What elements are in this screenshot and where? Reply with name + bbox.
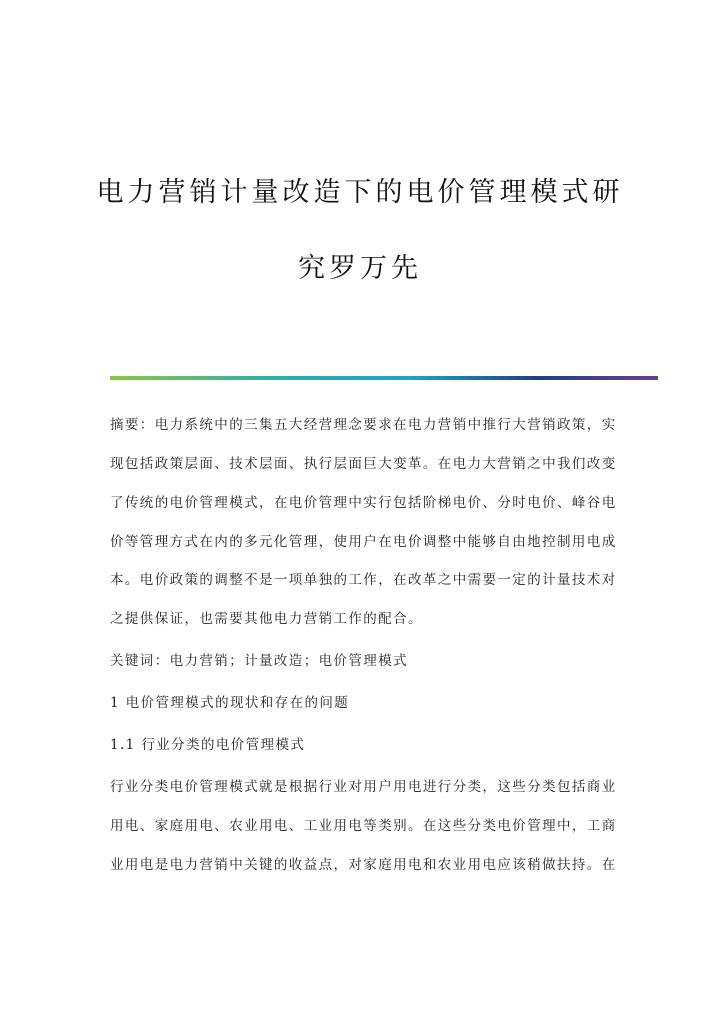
- body-line: 行业分类电价管理模式就是根据行业对用户用电进行分类，这些分类包括商业: [110, 779, 617, 795]
- body-line: 业用电是电力营销中关键的收益点，对家庭用电和农业用电应该稍做扶持。在: [110, 857, 617, 873]
- section-heading-1-1: 1.1 行业分类的电价管理模式: [110, 737, 306, 753]
- body-line: 用电、家庭用电、农业用电、工业用电等类别。在这些分类电价管理中，工商: [110, 818, 617, 834]
- abstract-line: 价等管理方式在内的多元化管理，使用户在电价调整中能够自由地控制用电成: [110, 534, 617, 550]
- document-title-line-2: 究罗万先: [298, 253, 422, 284]
- abstract-line: 本。电价政策的调整不是一项单独的工作，在改革之中需要一定的计量技术对: [110, 572, 617, 588]
- abstract-line: 现包括政策层面、技术层面、执行层面巨大变革。在电力大营销之中我们改变: [110, 456, 617, 472]
- keywords: 关键词：电力营销；计量改造；电价管理模式: [110, 653, 408, 669]
- gradient-divider: [110, 376, 658, 380]
- abstract-line: 了传统的电价管理模式，在电价管理中实行包括阶梯电价、分时电价、峰谷电: [110, 495, 617, 511]
- abstract-line: 摘要：电力系统中的三集五大经营理念要求在电力营销中推行大营销政策，实: [110, 417, 617, 433]
- section-heading-1: 1 电价管理模式的现状和存在的问题: [110, 695, 350, 711]
- abstract-line: 之提供保证，也需要其他电力营销工作的配合。: [110, 611, 423, 627]
- document-title-line-1: 电力营销计量改造下的电价管理模式研: [96, 177, 624, 208]
